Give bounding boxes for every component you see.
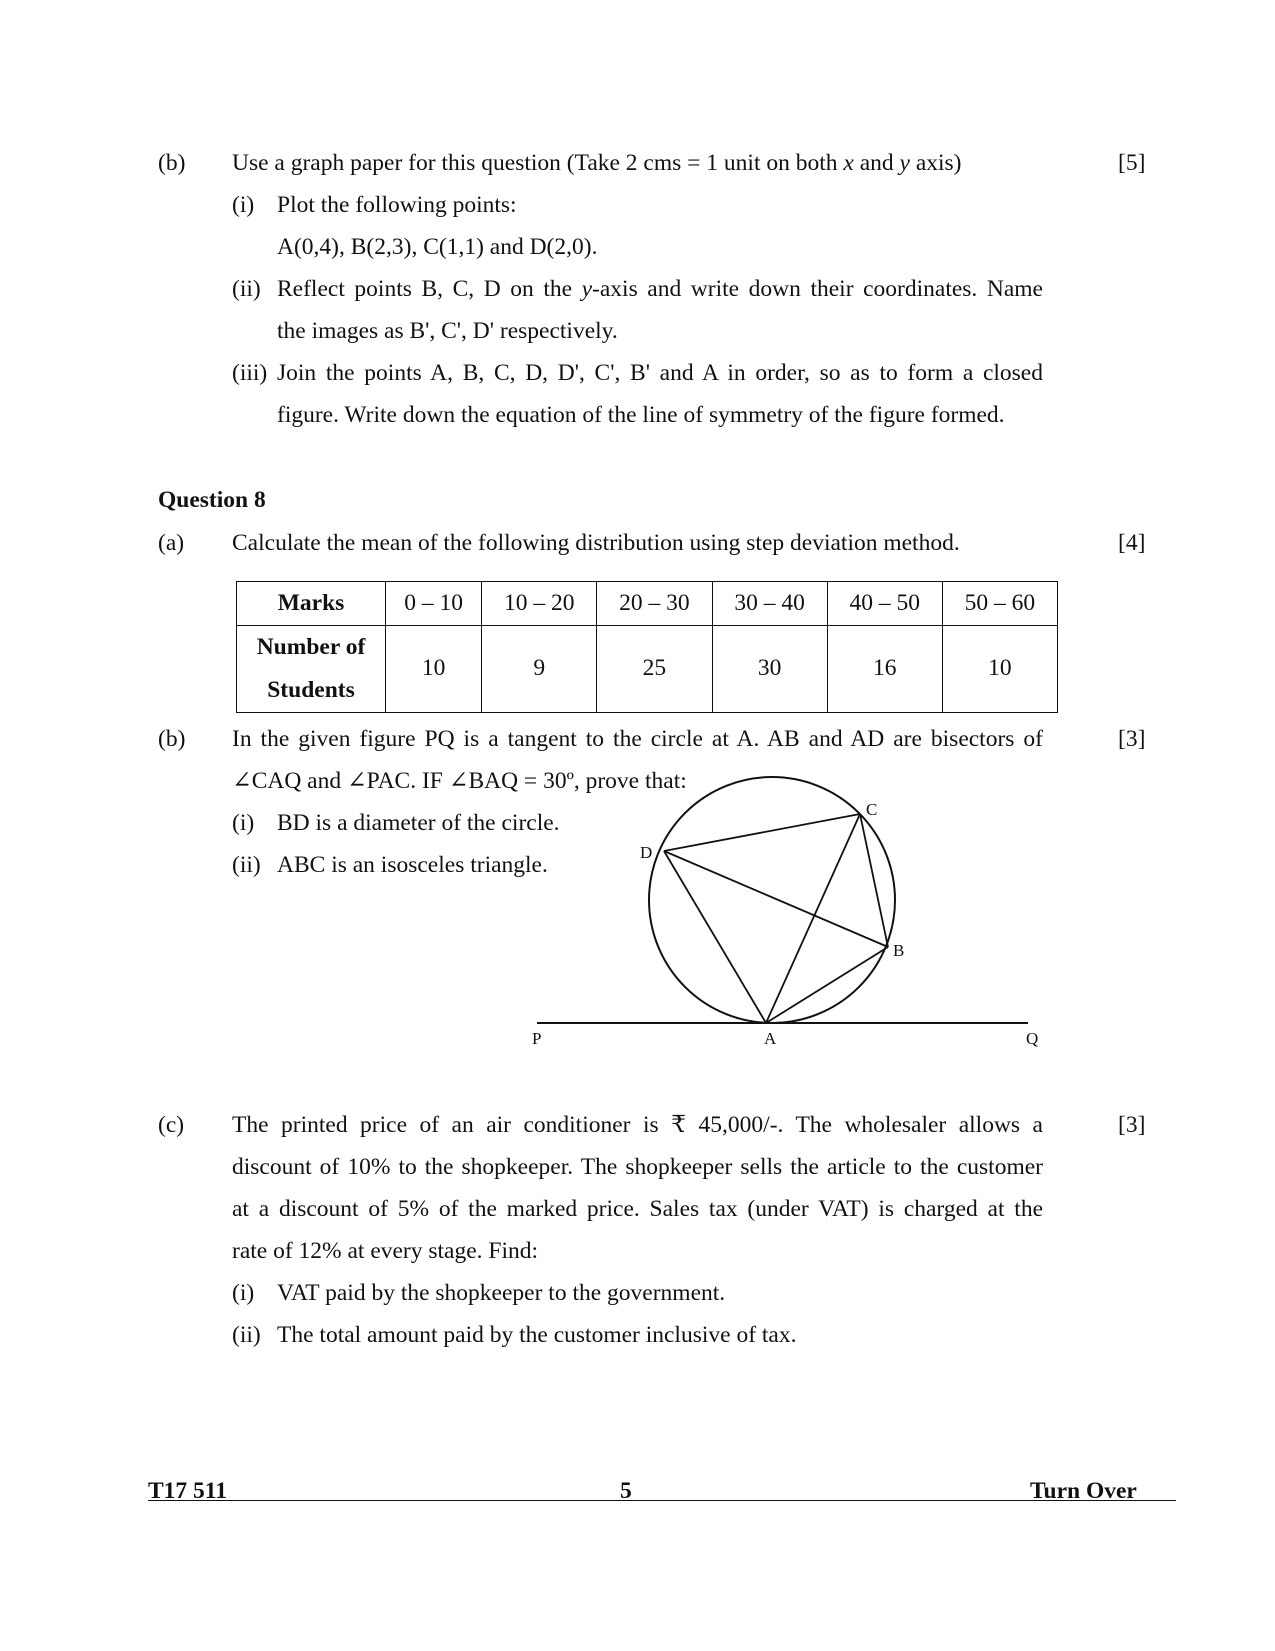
table-cell-class: 40 – 50 [827, 582, 942, 626]
figure-line-ac [766, 814, 860, 1023]
footer-page-number: 5 [620, 1478, 632, 1504]
q7b-ii-num: (ii) [232, 276, 261, 302]
q7b-i-num: (i) [232, 192, 255, 218]
q8c-line2: discount of 10% to the shopkeeper. The shopkeeper sells the article to the customer [232, 1154, 1043, 1180]
table-cell-class: 50 – 60 [942, 582, 1057, 626]
q7b-iii-line1: Join the points A, B, C, D, D', C', B' and A in order, so as to form a closed [277, 360, 1043, 386]
q8c-ii-text: The total amount paid by the customer inclusive of tax. [277, 1322, 797, 1348]
q7b-ii-line2: the images as B', C', D' respectively. [277, 318, 618, 344]
q7b-x-var: x [843, 150, 854, 176]
q7b-axis: axis) [909, 150, 962, 176]
table-cell-class: 30 – 40 [712, 582, 827, 626]
table-cell-students: 30 [712, 626, 827, 713]
table-cell-students: 10 [386, 626, 482, 713]
q7b-marks: [5] [1118, 150, 1146, 176]
q8b-label: (b) [158, 726, 186, 752]
q7b-y-var: y [899, 150, 910, 176]
figure-line-ad [664, 851, 766, 1023]
q7b-stem-text: Use a graph paper for this question (Take 2 cms = 1 unit on both [232, 150, 844, 176]
q8c-i-num: (i) [232, 1280, 255, 1306]
figure-label-c: C [866, 800, 878, 819]
q8c-line4: rate of 12% at every stage. Find: [232, 1238, 539, 1264]
q8c-ii-num: (ii) [232, 1322, 261, 1348]
q7b-label: (b) [158, 150, 186, 176]
footer-code: T17 511 [148, 1478, 228, 1504]
q8a-label: (a) [158, 530, 185, 556]
q8c-line3: at a discount of 5% of the marked price. Sales tax (under VAT) is charged at the [232, 1196, 1043, 1222]
figure-line-cb [860, 814, 888, 947]
q7b-ii-line1b: -axis and write down their coordinates. Name [592, 276, 1043, 302]
q8a-marks: [4] [1118, 530, 1146, 556]
table-cell-class: 20 – 30 [597, 582, 712, 626]
q8b-line1: In the given figure PQ is a tangent to the circle at A. AB and AD are bisectors of [232, 726, 1043, 752]
q8c-line1: The printed price of an air conditioner is ₹ 45,000/-. The wholesaler allows a [232, 1112, 1043, 1138]
table-cell-students: 25 [597, 626, 712, 713]
q8-heading: Question 8 [158, 487, 266, 513]
figure-label-p: P [532, 1029, 542, 1048]
figure-line-dc [664, 814, 860, 851]
figure-label-q: Q [1026, 1029, 1039, 1048]
figure-label-a: A [764, 1029, 777, 1048]
table-header-marks: Marks [237, 582, 386, 626]
q8b-i-num: (i) [232, 810, 255, 836]
figure-line-db [664, 851, 888, 947]
q7b-iii-num: (iii) [232, 360, 268, 386]
table-header-students-line1: Number of [256, 634, 366, 660]
figure-label-d: D [640, 843, 653, 862]
q7b-i-text: Plot the following points: [277, 192, 517, 218]
table-cell-students: 16 [827, 626, 942, 713]
footer-turn-over: Turn Over [1030, 1478, 1137, 1504]
figure-label-b: B [893, 941, 905, 960]
table-cell-students: 10 [942, 626, 1057, 713]
q7b-ii-line1a: Reflect points B, C, D on the [277, 276, 582, 302]
figure-line-ab [766, 947, 888, 1023]
q8b-line2: ∠CAQ and ∠PAC. IF ∠BAQ = 30º, prove that: [232, 768, 687, 794]
table-cell-class: 0 – 10 [386, 582, 482, 626]
q8c-marks: [3] [1118, 1112, 1146, 1138]
q7b-and: and [853, 150, 900, 176]
q7b-iii-line2: figure. Write down the equation of the line of symmetry of the figure formed. [277, 402, 1005, 428]
q8b-i-text: BD is a diameter of the circle. [277, 810, 560, 836]
footer-rule [148, 1500, 1176, 1501]
q8c-label: (c) [158, 1112, 185, 1138]
q8b-ii-text: ABC is an isosceles triangle. [277, 852, 548, 878]
q7b-i-points: A(0,4), B(2,3), C(1,1) and D(2,0). [277, 234, 598, 260]
q8b-marks: [3] [1118, 726, 1146, 752]
q8b-ii-num: (ii) [232, 852, 261, 878]
table-header-students-line2: Students [267, 677, 355, 703]
q7b-ii-y-var: y [581, 276, 593, 302]
table-cell-class: 10 – 20 [482, 582, 597, 626]
q8c-i-text: VAT paid by the shopkeeper to the government. [277, 1280, 726, 1306]
table-cell-students: 9 [482, 626, 597, 713]
q8a-text: Calculate the mean of the following distribution using step deviation method. [232, 530, 960, 556]
